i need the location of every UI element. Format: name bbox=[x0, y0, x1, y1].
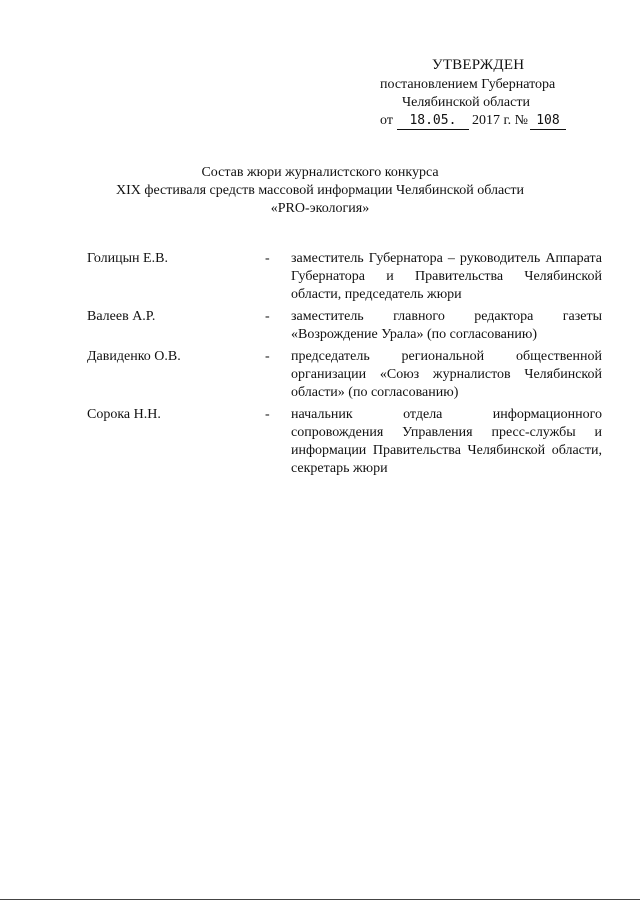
member-role: заместитель Губернатора – руководитель Аппарата Губернатора и Правительства Челябинской области, председатель жюри bbox=[291, 251, 602, 302]
date-prefix: от bbox=[380, 113, 393, 128]
member-dash: - bbox=[265, 407, 270, 422]
approval-region-line: Челябинской области bbox=[402, 95, 530, 110]
approval-decree-line: постановлением Губернатора bbox=[380, 77, 556, 92]
member-role: заместитель главного редактора газеты «Возрождение Урала» (по согласованию) bbox=[291, 309, 602, 342]
page-bottom-rule bbox=[0, 899, 640, 900]
member-dash: - bbox=[265, 349, 270, 364]
member-name: Давиденко О.В. bbox=[87, 349, 181, 364]
member-name: Сорока Н.Н. bbox=[87, 407, 161, 422]
member-name: Голицын Е.В. bbox=[87, 251, 168, 266]
year-text: 2017 г. № bbox=[471, 113, 528, 128]
decree-number: 108 bbox=[530, 113, 566, 130]
title-line-3: «PRO-экология» bbox=[270, 201, 370, 216]
approval-date-line bbox=[380, 112, 566, 130]
approval-heading: УТВЕРЖДЕН bbox=[432, 57, 525, 73]
jury-member-row bbox=[87, 250, 602, 304]
member-dash: - bbox=[265, 251, 270, 266]
member-role: начальник отдела информационного сопровождения Управления пресс-службы и информации Правительства Челябинской области, секретарь жюри bbox=[291, 407, 602, 476]
jury-members-list bbox=[87, 250, 602, 482]
document-title bbox=[100, 164, 540, 218]
title-line-1: Состав жюри журналистского конкурса bbox=[201, 165, 439, 180]
jury-member-row bbox=[87, 308, 602, 344]
member-name: Валеев А.Р. bbox=[87, 309, 156, 324]
jury-member-row bbox=[87, 348, 602, 402]
date-value: 18.05. bbox=[397, 113, 469, 130]
member-role: председатель региональной общественной организации «Союз журналистов Челябинской области» (по согласованию) bbox=[291, 349, 602, 400]
member-dash: - bbox=[265, 309, 270, 324]
title-line-2: XIX фестиваля средств массовой информации Челябинской области bbox=[116, 183, 524, 198]
jury-member-row bbox=[87, 406, 602, 478]
